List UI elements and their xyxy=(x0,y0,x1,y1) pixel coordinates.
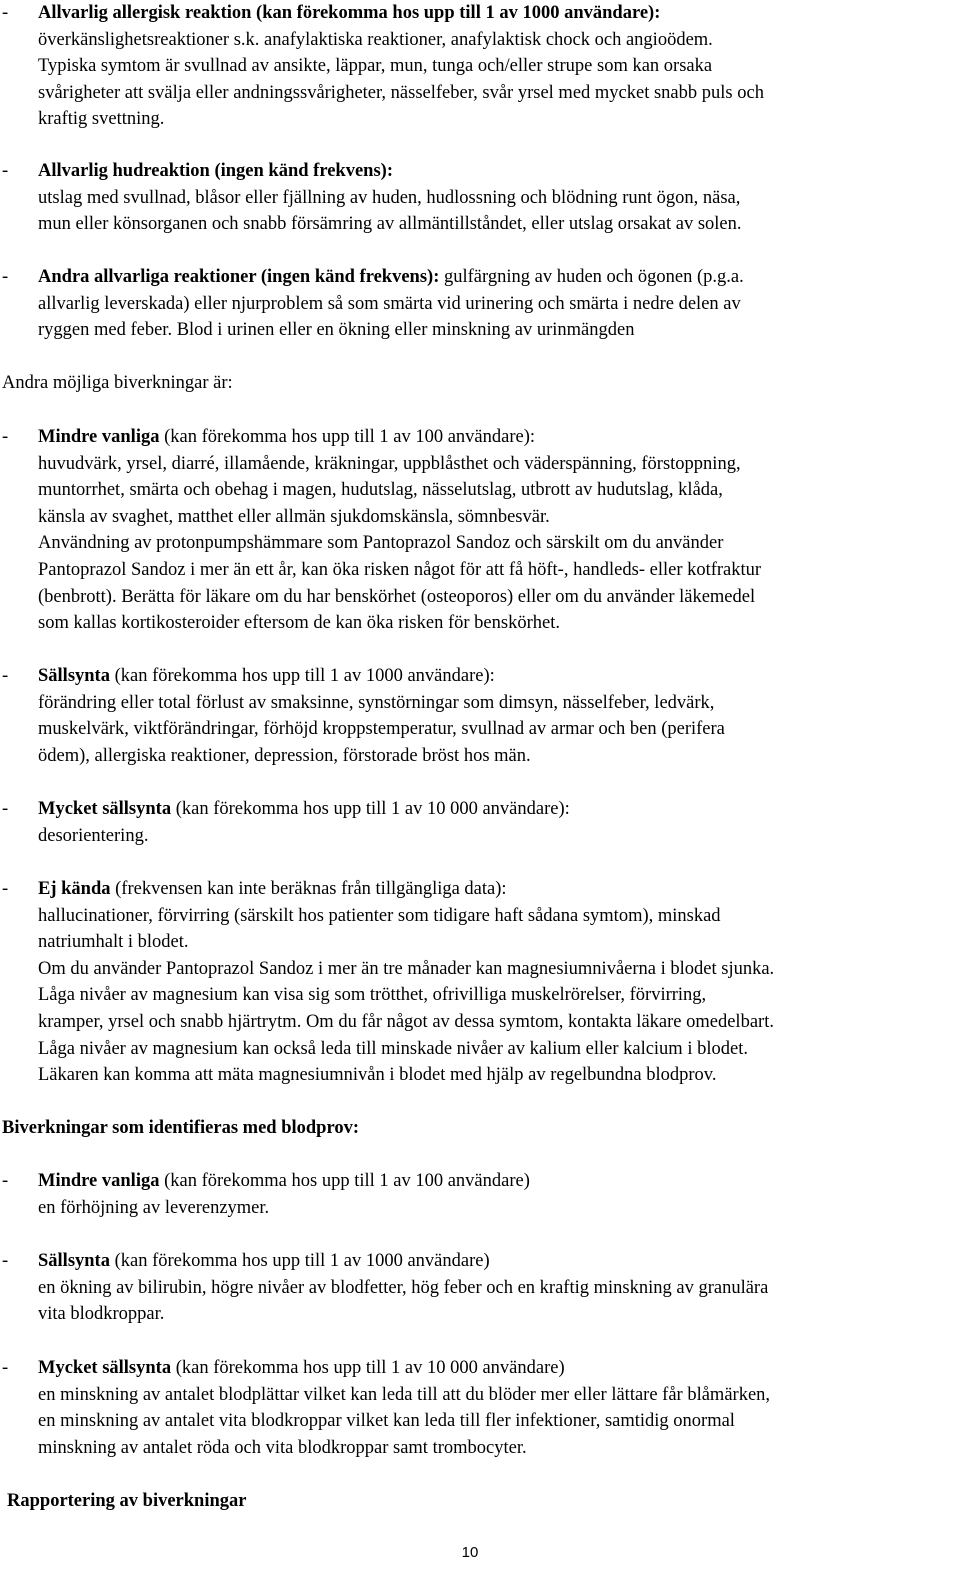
blood-rare-line: en ökning av bilirubin, högre nivåer av blodfetter, hög feber och en kraftig minskning av granulära xyxy=(38,1277,769,1298)
list-item-very-rare xyxy=(0,796,960,849)
allergic-line: Typiska symtom är svullnad av ansikte, läppar, mun, tunga och/eller strupe som kan orsaka xyxy=(38,56,713,77)
list-dash: - xyxy=(2,799,9,819)
list-dash: - xyxy=(2,1251,9,1271)
list-dash: - xyxy=(2,666,9,686)
uncommon-term: Mindre vanliga xyxy=(38,427,160,447)
list-dash: - xyxy=(2,427,9,447)
list-dash: - xyxy=(2,3,9,23)
list-dash: - xyxy=(2,1358,9,1378)
list-dash: - xyxy=(2,267,9,287)
uncommon-line: som kallas kortikosteroider eftersom de kan öka risken för benskörhet. xyxy=(38,613,560,634)
very-rare-line: desorientering. xyxy=(38,825,149,846)
unknown-term: Ej kända xyxy=(38,879,111,899)
other-serious-line: allvarlig leverskada) eller njurproblem så som smärta vid urinering och smärta i nedre delen av xyxy=(38,293,741,314)
list-item-allergic-reaction xyxy=(0,0,960,133)
list-item-other-serious xyxy=(0,264,960,344)
allergic-line: överkänslighetsreaktioner s.k. anafylaktiska reaktioner, anafylaktisk chock och angioödem. xyxy=(38,29,713,50)
other-serious-heading: Andra allvarliga reaktioner (ingen känd frekvens): xyxy=(38,267,440,287)
blood-rare-frequency: (kan förekomma hos upp till 1 av 1000 användare) xyxy=(109,1251,490,1271)
rare-line: ödem), allergiska reaktioner, depression, förstorade bröst hos män. xyxy=(38,745,531,766)
other-serious-heading-rest: gulfärgning av huden och ögonen (p.g.a. xyxy=(439,267,744,287)
blood-very-rare-frequency: (kan förekomma hos upp till 1 av 10 000 användare) xyxy=(171,1358,565,1378)
skin-heading: Allvarlig hudreaktion (ingen känd frekvens): xyxy=(38,161,393,181)
unknown-line: Om du använder Pantoprazol Sandoz i mer än tre månader kan magnesiumnivåerna i blodet sjunka. xyxy=(38,958,775,979)
list-dash: - xyxy=(2,879,9,899)
blood-rare-line: vita blodkroppar. xyxy=(38,1304,165,1325)
rare-line: förändring eller total förlust av smaksinne, synstörningar som dimsyn, nässelfeber, ledvärk, xyxy=(38,692,715,713)
blood-very-rare-line: en minskning av antalet vita blodkroppar vilket kan leda till fler infektioner, samtidig onormal xyxy=(38,1411,735,1432)
allergic-line: svårigheter att svälja eller andningssvårigheter, nässelfeber, svår yrsel med mycket snabb puls och xyxy=(38,82,764,103)
unknown-line: kramper, yrsel och snabb hjärtrytm. Om du får något av dessa symtom, kontakta läkare omedelbart. xyxy=(38,1011,774,1032)
uncommon-line: huvudvärk, yrsel, diarré, illamående, kräkningar, uppblåsthet och väderspänning, förstoppning, xyxy=(38,453,741,474)
reporting-heading: Rapportering av biverkningar xyxy=(7,1491,247,1511)
uncommon-line: Användning av protonpumpshämmare som Pantoprazol Sandoz och särskilt om du använder xyxy=(38,533,724,554)
other-possible-intro: Andra möjliga biverkningar är: xyxy=(2,373,233,393)
uncommon-line: muntorrhet, smärta och obehag i magen, hudutslag, nässelutslag, utbrott av hudutslag, klåda, xyxy=(38,480,723,501)
allergic-line: kraftig svettning. xyxy=(38,109,165,130)
unknown-line: Låga nivåer av magnesium kan visa sig som trötthet, ofrivilliga muskelrörelser, förvirring, xyxy=(38,985,707,1006)
unknown-line: natriumhalt i blodet. xyxy=(38,932,189,953)
rare-term: Sällsynta xyxy=(38,666,110,686)
uncommon-frequency: (kan förekomma hos upp till 1 av 100 användare): xyxy=(159,427,536,447)
list-item-skin-reaction xyxy=(0,158,960,238)
unknown-line: Läkaren kan komma att mäta magnesiumnivån i blodet med hjälp av regelbundna blodprov. xyxy=(38,1065,717,1086)
uncommon-line: (benbrott). Berätta för läkare om du har benskörhet (osteoporos) eller om du använder läkemedel xyxy=(38,586,756,607)
list-item-unknown-frequency xyxy=(0,876,960,1089)
unknown-line: hallucinationer, förvirring (särskilt hos patienter som tidigare haft sådana symtom), minskad xyxy=(38,905,721,926)
blood-uncommon-term: Mindre vanliga xyxy=(38,1171,160,1191)
list-item-blood-rare xyxy=(0,1248,960,1328)
unknown-line: Låga nivåer av magnesium kan också leda till minskade nivåer av kalium eller kalcium i blodet. xyxy=(38,1038,748,1059)
list-item-blood-uncommon xyxy=(0,1168,960,1221)
list-item-uncommon xyxy=(0,424,960,637)
very-rare-term: Mycket sällsynta xyxy=(38,799,172,819)
rare-line: muskelvärk, viktförändringar, förhöjd kroppstemperatur, svullnad av armar och ben (perifera xyxy=(38,719,725,740)
blood-very-rare-line: en minskning av antalet blodplättar vilket kan leda till att du blöder mer eller lättare får blåmärken, xyxy=(38,1384,771,1405)
page-number: 10 xyxy=(461,1544,479,1561)
list-dash: - xyxy=(2,1171,9,1191)
allergic-heading: Allvarlig allergisk reaktion (kan förekomma hos upp till 1 av 1000 användare): xyxy=(38,3,661,23)
rare-frequency: (kan förekomma hos upp till 1 av 1000 användare): xyxy=(109,666,495,686)
skin-line: utslag med svullnad, blåsor eller fjällning av huden, hudlossning och blödning runt ögon, näsa, xyxy=(38,187,741,208)
blood-rare-term: Sällsynta xyxy=(38,1251,110,1271)
uncommon-line: Pantoprazol Sandoz i mer än ett år, kan öka risken något för att få höft-, handleds- eller kotfraktur xyxy=(38,559,762,580)
blood-uncommon-frequency: (kan förekomma hos upp till 1 av 100 användare) xyxy=(159,1171,530,1191)
list-item-blood-very-rare xyxy=(0,1355,960,1461)
blood-test-heading: Biverkningar som identifieras med blodprov: xyxy=(2,1118,360,1138)
other-serious-line: ryggen med feber. Blod i urinen eller en ökning eller minskning av urinmängden xyxy=(38,320,635,341)
skin-line: mun eller könsorganen och snabb försämring av allmäntillståndet, eller utslag orsakat av solen. xyxy=(38,214,742,235)
blood-uncommon-line: en förhöjning av leverenzymer. xyxy=(38,1197,270,1218)
blood-very-rare-line: minskning av antalet röda och vita blodkroppar samt trombocyter. xyxy=(38,1437,527,1458)
unknown-frequency: (frekvensen kan inte beräknas från tillgängliga data): xyxy=(110,879,507,899)
blood-very-rare-term: Mycket sällsynta xyxy=(38,1358,172,1378)
list-dash: - xyxy=(2,161,9,181)
very-rare-frequency: (kan förekomma hos upp till 1 av 10 000 användare): xyxy=(171,799,570,819)
list-item-rare xyxy=(0,663,960,769)
uncommon-line: känsla av svaghet, matthet eller allmän sjukdomskänsla, sömnbesvär. xyxy=(38,506,550,527)
